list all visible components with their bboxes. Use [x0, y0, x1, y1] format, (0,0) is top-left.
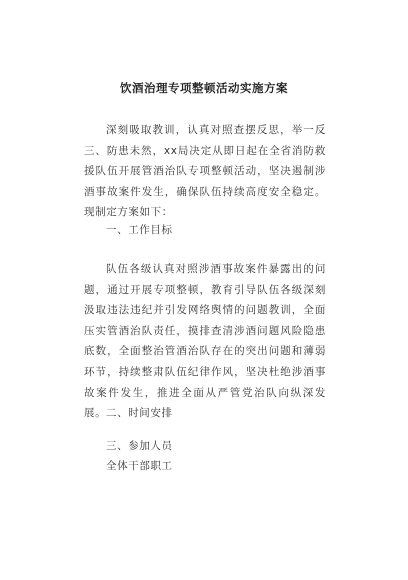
document-title: 饮酒治理专项整顿活动实施方案	[120, 81, 288, 95]
section-body-participants: 全体干部职工	[106, 460, 173, 472]
section-heading-goals: 一、工作目标	[106, 224, 173, 236]
section-body-goals: 队伍各级认真对照涉酒事故案件暴露出的问题，通过开展专项整顿，教育引导队伍各级深刻汲取违法违纪并引发网络舆情的问题教训，全面压实管酒治队责任，摸排查清涉酒问题风险隐患底数，全面整治管酒治队存在的突出问题和薄弱环节，持续整肃队伍纪律作风，坚决杜绝涉酒事故案件发生，推进全面从严管党治队向纵深发展。	[84, 263, 326, 420]
intro-paragraph: 深刻吸取教训，认真对照查摆反思，举一反三、防患未然，xx局决定从即日起在全省消防救援队伍开展管酒治队专项整顿活动，坚决遏制涉酒事故案件发生，确保队伍持续高度安全稳定。现制定方案如下：	[84, 124, 326, 219]
section-heading-participants: 三、参加人员	[106, 440, 173, 452]
section-heading-schedule: 二、时间安排	[106, 407, 173, 419]
